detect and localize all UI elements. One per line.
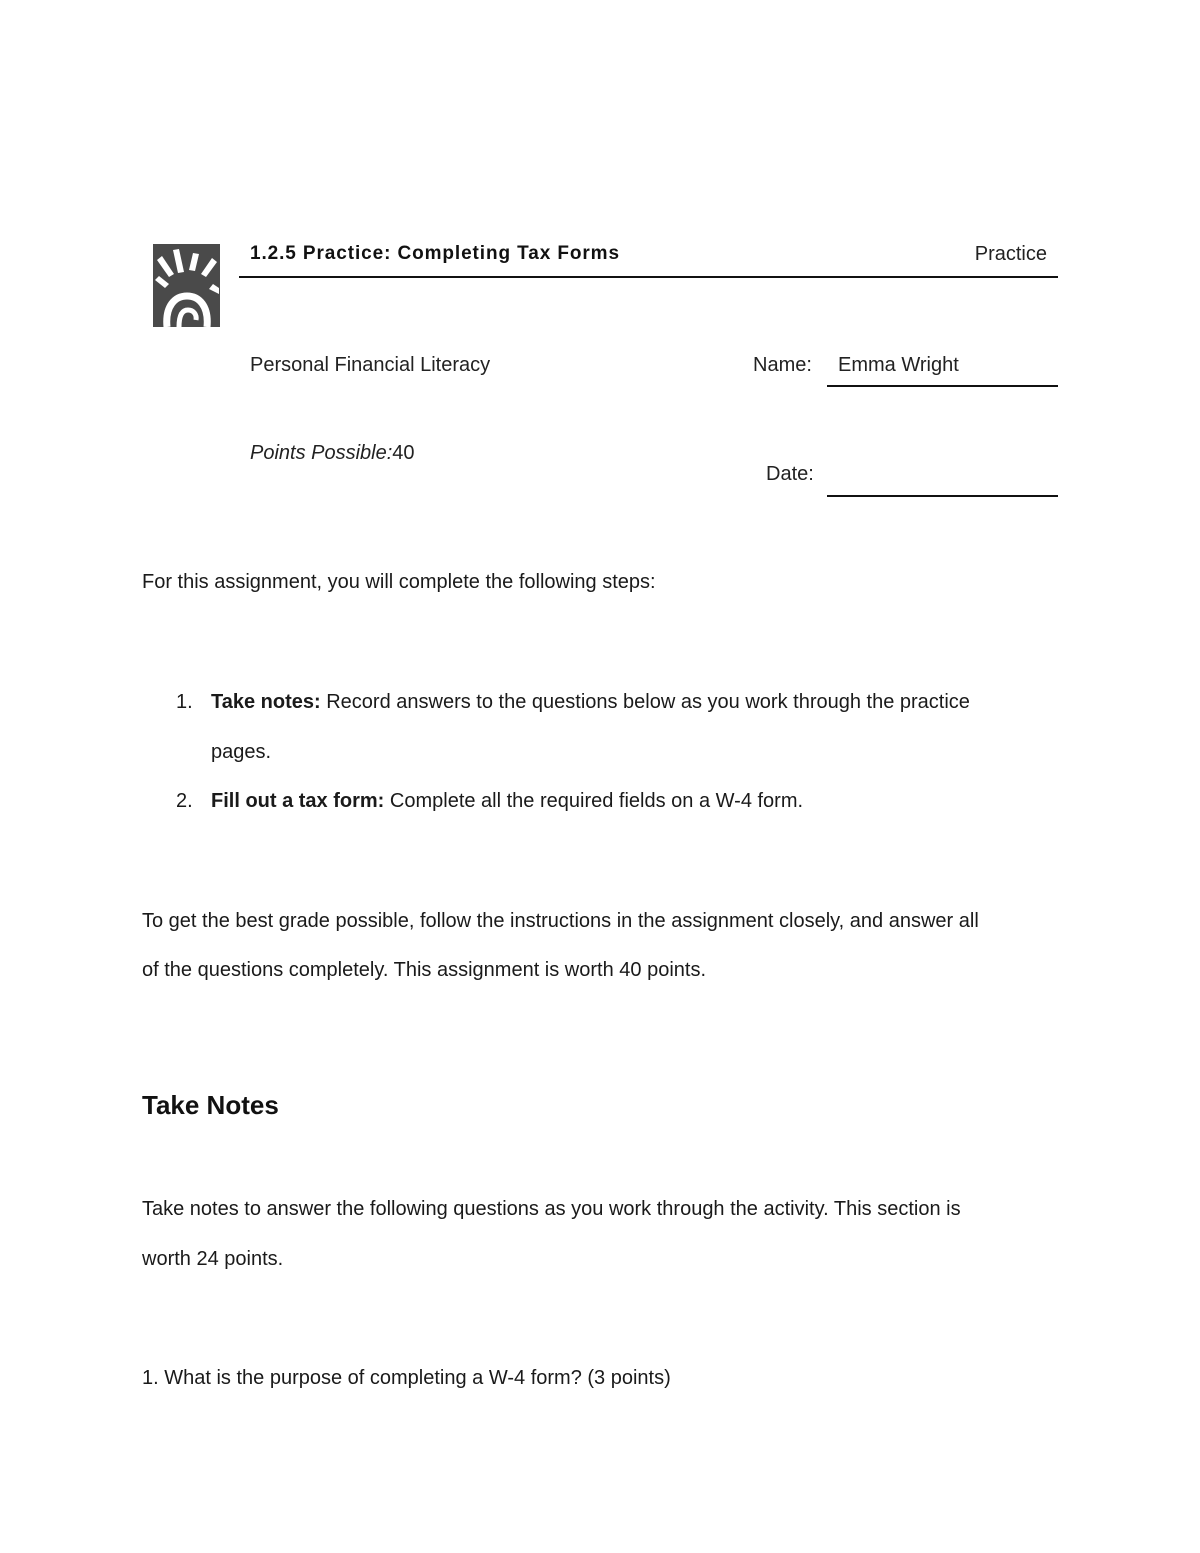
step-text-continued: pages. xyxy=(211,741,272,763)
points-possible-label: Points Possible: xyxy=(250,442,393,464)
lightbulb-burst-icon xyxy=(153,244,220,327)
step-text: Complete all the required fields on a W-4 form. xyxy=(389,790,804,812)
grade-note-line: To get the best grade possible, follow the instructions in the assignment closely, and answer all xyxy=(142,910,979,932)
step-number: 2. xyxy=(176,790,193,812)
title-divider xyxy=(239,276,1058,278)
points-possible xyxy=(250,442,415,465)
step-title: Fill out a tax form: xyxy=(211,790,385,812)
page-title: 1.2.5 Practice: Completing Tax Forms xyxy=(250,243,620,264)
step-item-take-notes xyxy=(211,691,970,714)
points-possible-value: 40 xyxy=(392,442,415,464)
step-text: Record answers to the questions below as you work through the practice xyxy=(326,691,970,713)
section-description-line: Take notes to answer the following questions as you work through the activity. This section is xyxy=(142,1198,961,1220)
date-field[interactable] xyxy=(827,495,1058,497)
name-field[interactable]: Emma Wright xyxy=(838,354,959,376)
name-label: Name: xyxy=(753,354,812,376)
grade-note-line: of the questions completely. This assignment is worth 40 points. xyxy=(142,959,706,981)
step-number: 1. xyxy=(176,691,193,713)
step-item-fill-out-form xyxy=(211,790,803,813)
section-description-line: worth 24 points. xyxy=(142,1248,284,1270)
section-heading: Take Notes xyxy=(142,1090,279,1120)
question-1: 1. What is the purpose of completing a W-4 form? (3 points) xyxy=(142,1367,671,1389)
intro-text: For this assignment, you will complete the following steps: xyxy=(142,571,656,593)
step-title: Take notes: xyxy=(211,691,321,713)
document-type-label: Practice xyxy=(974,243,1047,265)
date-label: Date: xyxy=(766,463,814,485)
name-field-underline xyxy=(827,385,1058,387)
course-name: Personal Financial Literacy xyxy=(250,354,491,376)
